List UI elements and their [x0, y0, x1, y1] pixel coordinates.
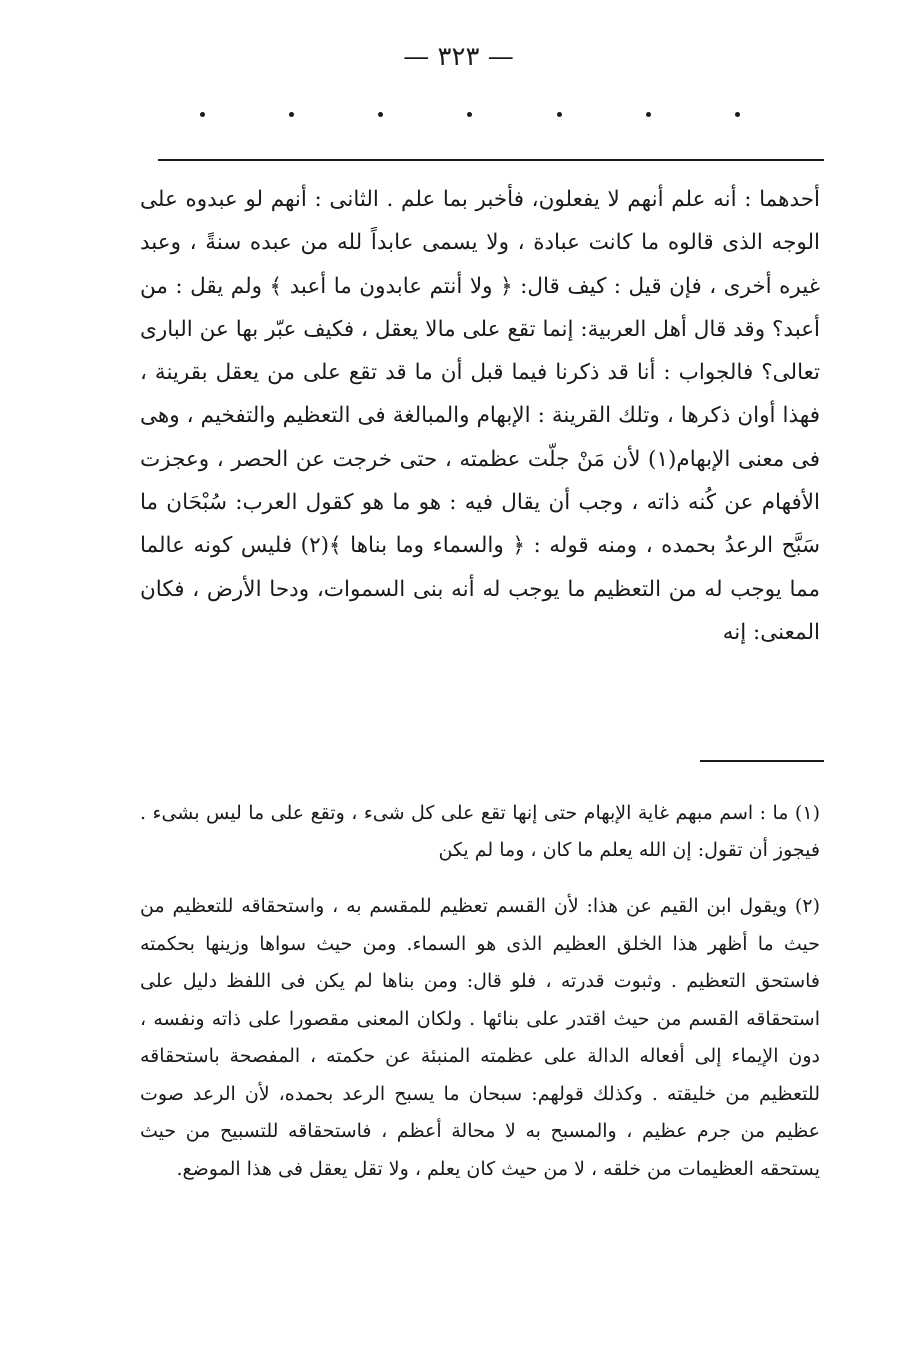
dot-icon	[467, 112, 472, 117]
footnote-1: (١) ما : اسم مبهم غاية الإبهام حتى إنها تقع على كل شىء ، وتقع على ما ليس بشىء . فيجوز أن تقول: إن الله يعلم ما كان ، وما لم يكن	[140, 802, 820, 861]
body-paragraph: أحدهما : أنه علم أنهم لا يفعلون، فأخبر بما علم . الثانى : أنهم لو عبدوه على الوجه الذى قالوه ما كانت عبادة ، ولا يسمى عابداً لله من عبده سنةً ، وعبد غيره أخرى ، فإن قيل : كيف قال: ﴿ ولا أنتم عابدون ما أعبد ﴾ ولم يقل : من أعبد؟ وقد قال أهل العربية: إنما تقع على مالا يعقل ، فكيف عبّر بها عن البارى تعالى؟ فالجواب : أنا قد ذكرنا فيما قبل أن ما قد تقع على من يعقل بقرينة ، فهذا أوان ذكرها ، وتلك القرينة : الإبهام والمبالغة فى التعظيم والتفخيم ، وهى فى معنى الإبهام(١) لأن مَنْ جلّت عظمته ، حتى خرجت عن الحصر ، وعجزت الأفهام عن كُنه ذاته ، وجب أن يقال فيه : هو ما هو كقول العرب: سُبْحَان ما سَبَّح الرعدُ بحمده ، ومنه قوله : ﴿ والسماء وما بناها ﴾(٢) فليس كونه عالما مما يوجب له من التعظيم ما يوجب له أنه بنى السموات، ودحا الأرض ، فكان المعنى: إنه	[140, 187, 821, 645]
main-body	[140, 178, 820, 654]
dot-icon	[289, 112, 294, 117]
ellipsis-dots	[200, 112, 740, 117]
page-number: — ٣٢٣ —	[403, 42, 514, 72]
header-divider	[158, 159, 824, 161]
dot-icon	[200, 112, 205, 117]
dot-icon	[557, 112, 562, 117]
footnote-divider	[700, 760, 824, 762]
dot-icon	[646, 112, 651, 117]
footnote-2: (٢) ويقول ابن القيم عن هذا: لأن القسم تعظيم للمقسم به ، واستحقاقه للتعظيم من حيث ما أظهر هذا الخلق العظيم الذى هو السماء. ومن حيث سواها وزينها بحكمته فاستحق التعظيم . وثبوت قدرته ، فلو قال: ومن بناها لم يكن فى اللفظ دليل على استحقاقه القسم من حيث اقتدر على بنائها . ولكان المعنى مقصورا على ذاته ونفسه ، دون الإيماء إلى أفعاله الدالة على عظمته المنبئة عن حكمته ، المفصحة باستحقاقه للتعظيم من خليقته . وكذلك قولهم: سبحان ما يسبح الرعد بحمده، لأن الرعد صوت عظيم من جرم عظيم ، والمسبح به لا محالة أعظم ، فاستحقاقه للتسبيح من حيث يستحقه العظيمات من خلقه ، لا من حيث كان يعلم ، ولا تقل يعقل فى هذا الموضع.	[140, 895, 820, 1180]
dot-icon	[735, 112, 740, 117]
dot-icon	[378, 112, 383, 117]
footnotes-section	[140, 795, 820, 1188]
